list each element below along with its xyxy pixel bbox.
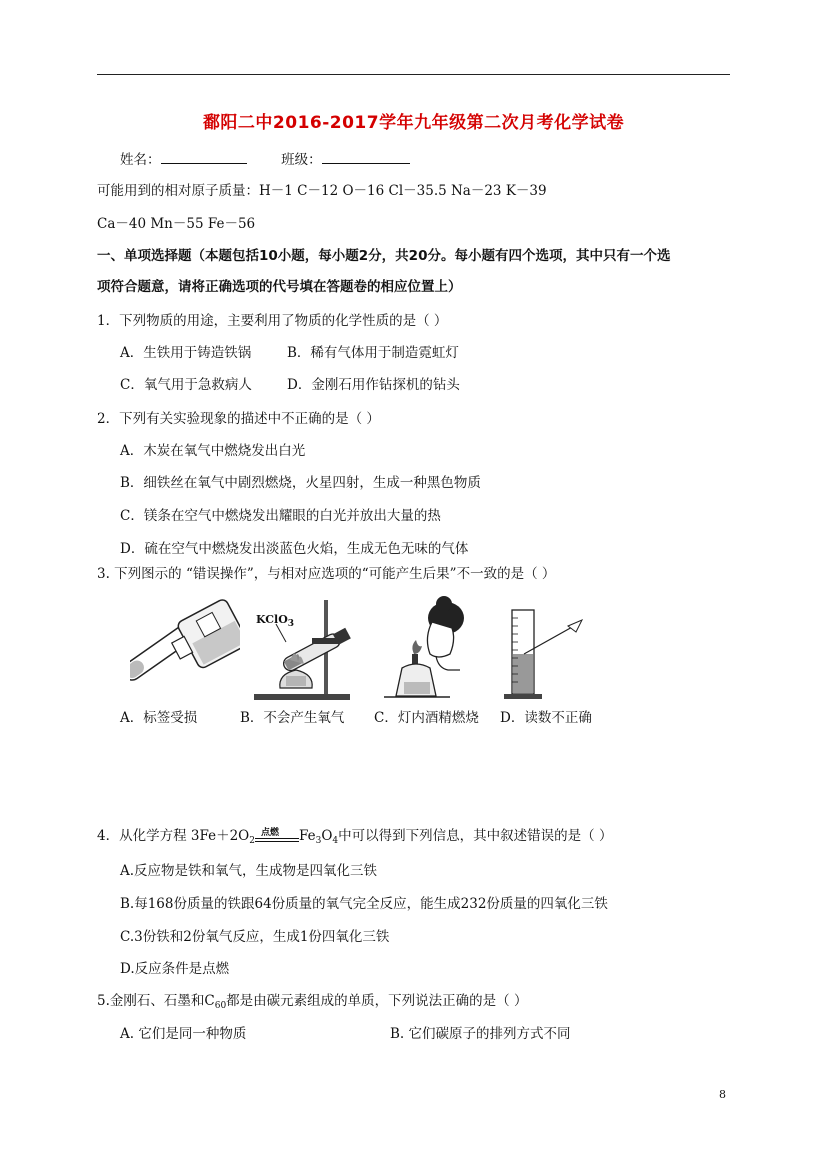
- atomic-masses-line1: 可能用到的相对原子质量：H－1 C－12 O－16 Cl－35.5 Na－23 K－39: [97, 183, 547, 199]
- class-field[interactable]: [322, 149, 410, 164]
- q1-option-b: B．稀有气体用于制造霓虹灯: [287, 345, 459, 361]
- figure-b-label: KClO$_3$: [256, 613, 295, 629]
- q2-stem: 2．下列有关实验现象的描述中不正确的是（ ）: [97, 411, 380, 427]
- figure-d-cylinder: [500, 596, 594, 702]
- name-label: 姓名：: [120, 152, 161, 168]
- q3-option-b: B．不会产生氧气: [240, 710, 345, 726]
- figure-a-pouring: [130, 594, 240, 698]
- exam-title: 鄱阳二中2016-2017学年九年级第二次月考化学试卷: [202, 113, 625, 133]
- reaction-arrow: 点燃: [255, 829, 299, 845]
- class-label: 班级：: [281, 152, 322, 168]
- atomic-masses-line2: Ca－40 Mn－55 Fe－56: [97, 216, 256, 232]
- section-heading-line1: 一、单项选择题（本题包括10小题，每小题2分，共20分。每小题有四个选项，其中只有一个选: [97, 248, 671, 264]
- q3-option-d: D．读数不正确: [500, 710, 592, 726]
- q3-option-a: A．标签受损: [120, 710, 198, 726]
- header-rule: [97, 74, 730, 75]
- q1-stem: 1．下列物质的用途，主要利用了物质的化学性质的是（ ）: [97, 313, 448, 329]
- q3-stem: 3. 下列图示的 “错误操作”，与相对应选项的“可能产生后果”不一致的是（ ）: [97, 566, 556, 582]
- figure-c-alcohol-lamp: [376, 596, 476, 700]
- q4-option-d: D.反应条件是点燃: [120, 961, 230, 977]
- section-heading-line2: 项符合题意，请将正确选项的代号填在答题卷的相应位置上）: [97, 279, 462, 295]
- q4-stem: 4．从化学方程 $3Fe+2O_2$ 点燃 $Fe_3O_4$中可以得到下列信息，其中叙述错误的是（ ）: [97, 827, 613, 846]
- name-field[interactable]: [161, 149, 247, 164]
- q2-option-b: B．细铁丝在氧气中剧烈燃烧，火星四射，生成一种黑色物质: [120, 475, 481, 491]
- q1-option-c: C．氧气用于急救病人: [120, 377, 252, 393]
- q4-option-b: B.每168份质量的铁跟64份质量的氧气完全反应，能生成232份质量的四氧化三铁: [120, 896, 608, 912]
- q1-option-a: A．生铁用于铸造铁锅: [120, 345, 252, 361]
- q5-stem: 5.金刚石、石墨和$C_{60}$都是由碳元素组成的单质，下列说法正确的是（ ）: [97, 993, 528, 1011]
- q4-option-c: C.3份铁和2份氧气反应，生成1份四氧化三铁: [120, 929, 390, 945]
- q2-option-c: C．镁条在空气中燃烧发出耀眼的白光并放出大量的热: [120, 508, 441, 524]
- q1-option-d: D．金刚石用作钻探机的钻头: [287, 377, 460, 393]
- page-number: 8: [719, 1088, 726, 1101]
- q3-option-c: C．灯内酒精燃烧: [374, 710, 479, 726]
- q5-option-b: B. 它们碳原子的排列方式不同: [390, 1026, 571, 1042]
- figure-b-heating: [252, 598, 364, 702]
- name-class-row: [120, 149, 410, 170]
- q2-option-d: D．硫在空气中燃烧发出淡蓝色火焰，生成无色无味的气体: [120, 541, 469, 557]
- q5-option-a: A. 它们是同一种物质: [120, 1026, 247, 1042]
- q2-option-a: A．木炭在氧气中燃烧发出白光: [120, 443, 306, 459]
- q4-option-a: A.反应物是铁和氧气，生成物是四氧化三铁: [120, 863, 378, 879]
